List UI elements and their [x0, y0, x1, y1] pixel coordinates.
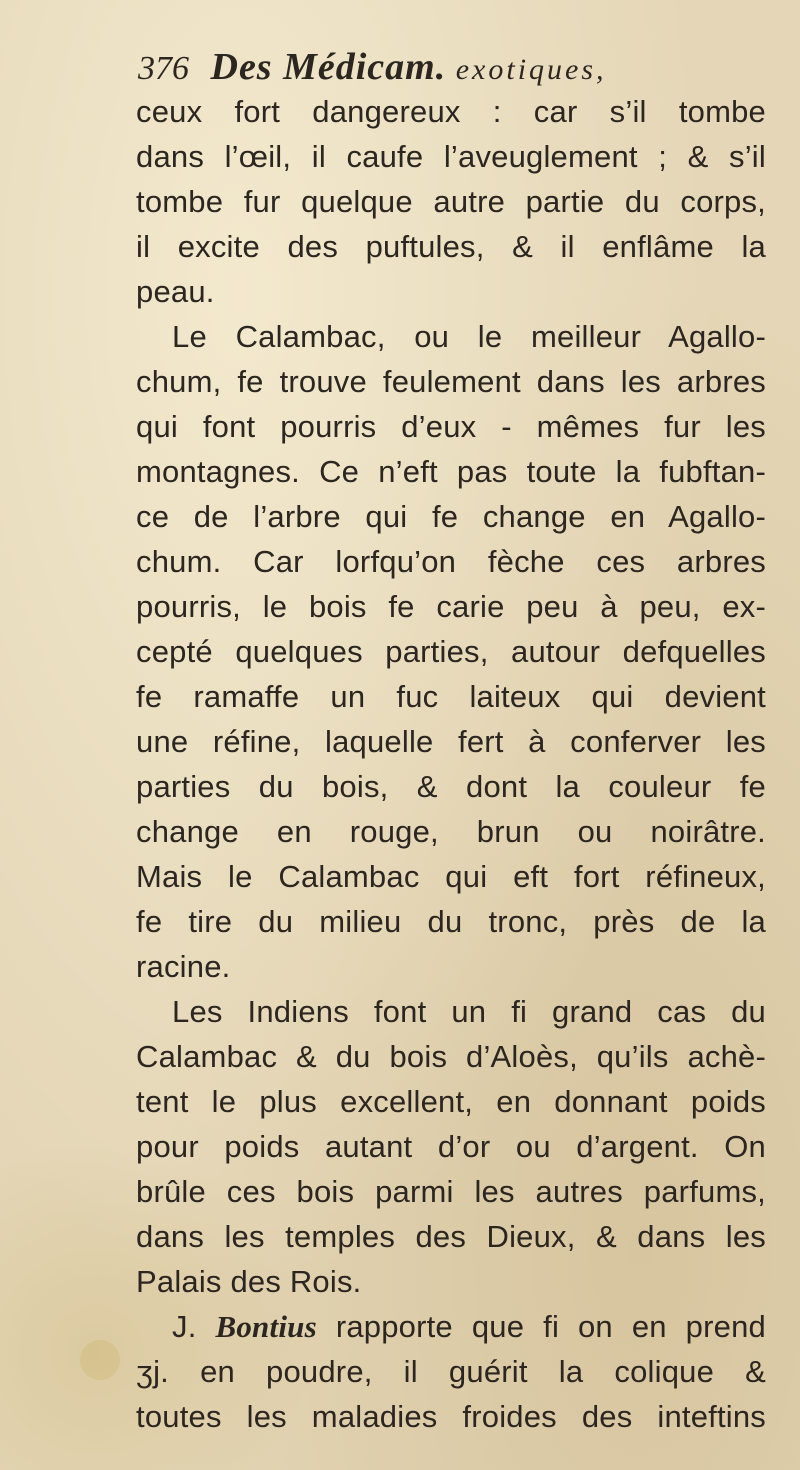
text-line: fe tire du milieu du tronc, près de la	[136, 904, 766, 939]
text-line: racine.	[136, 949, 231, 984]
text-line: montagnes. Ce n’eft pas toute la fubftan-	[136, 454, 766, 489]
text-line: il excite des puftules, & il enflâme la	[136, 229, 766, 264]
text-line: une réfine, laquelle fert à conferver les	[136, 724, 766, 759]
text-line: change en rouge, brun ou noirâtre.	[136, 814, 766, 849]
text-line: ceux fort dangereux : car s’il tombe	[136, 94, 766, 129]
text-line: Mais le Calambac qui eft fort réfineux,	[136, 859, 766, 894]
author-initial: J.	[172, 1309, 197, 1344]
page-number: 376	[138, 50, 189, 87]
author-name: Bontius	[215, 1309, 317, 1344]
text-line: cepté quelques parties, autour defquelles	[136, 634, 766, 669]
text-line: pour poids autant d’or ou d’argent. On	[136, 1129, 766, 1164]
running-header	[138, 42, 778, 92]
text-line: tombe fur quelque autre partie du corps,	[136, 184, 766, 219]
text-line: parties du bois, & dont la couleur fe	[136, 769, 766, 804]
text-line: brûle ces bois parmi les autres parfums,	[136, 1174, 766, 1209]
text-line: qui font pourris d’eux - mêmes fur les	[136, 409, 766, 444]
text-line: chum. Car lorfqu’on fèche ces arbres	[136, 544, 766, 579]
text-line: ʒj. en poudre, il guérit la colique &	[136, 1354, 766, 1389]
text-line: chum, fe trouve feulement dans les arbres	[136, 364, 766, 399]
text-line: Les Indiens font un fi grand cas du	[172, 994, 766, 1029]
text-line: Calambac & du bois d’Aloès, qu’ils achè-	[136, 1039, 766, 1074]
text-line: dans les temples des Dieux, & dans les	[136, 1219, 766, 1254]
text-line: Palais des Rois.	[136, 1264, 362, 1299]
paper-stain	[80, 1340, 120, 1380]
text-fragment: rapporte que fi on en prend	[335, 1309, 766, 1344]
text-line: toutes les maladies froides des inteftins	[136, 1399, 766, 1434]
text-line: tent le plus excellent, en donnant poids	[136, 1084, 766, 1119]
running-title-continued: exotiques,	[455, 53, 607, 86]
text-line: dans l’œil, il caufe l’aveuglement ; & s’il	[136, 139, 766, 174]
text-line: ce de l’arbre qui fe change en Agallo-	[136, 499, 766, 534]
text-line: peau.	[136, 274, 215, 309]
text-line: fe ramaffe un fuc laiteux qui devient	[136, 679, 766, 714]
text-line: Le Calambac, ou le meilleur Agallo-	[172, 319, 766, 354]
running-title: Des Médicam.	[210, 46, 447, 88]
text-line	[172, 1307, 766, 1347]
text-line: pourris, le bois fe carie peu à peu, ex-	[136, 589, 766, 624]
